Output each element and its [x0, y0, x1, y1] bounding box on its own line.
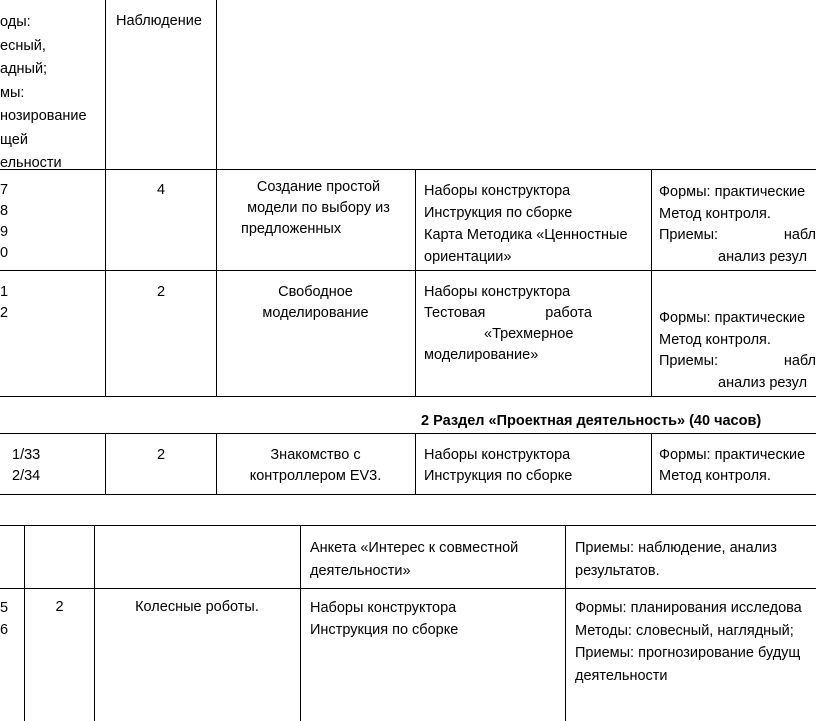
border [105, 0, 106, 170]
topic-line: Свободное [278, 284, 353, 300]
control-cell [659, 308, 816, 394]
control-line: Формы: практические [659, 310, 806, 326]
control-line: Формы: планирования исследова [575, 600, 802, 616]
methods-line: мы: [0, 84, 25, 101]
materials-word: Тестовая [424, 305, 486, 321]
border [415, 433, 416, 495]
control-word: набл [783, 227, 816, 243]
materials-line: Наборы конструктора [424, 183, 571, 199]
control-cell [575, 537, 777, 583]
topic-cell [216, 177, 415, 240]
materials-cell [424, 180, 628, 268]
materials-line: Анкета «Интерес к совместной [310, 540, 519, 556]
control-line [659, 351, 816, 373]
control-cell [659, 445, 805, 487]
border [0, 433, 816, 434]
materials-line: Наборы конструктора [424, 284, 571, 300]
control-line: анализ резул [718, 248, 808, 265]
observation-cell: Наблюдение [116, 13, 202, 29]
materials-cell [310, 597, 458, 641]
hours-cell: 2 [55, 599, 64, 615]
border [651, 169, 652, 397]
lesson-number: 6 [0, 622, 9, 638]
materials-line: ориентации» [424, 249, 512, 265]
lesson-number: 9 [0, 224, 9, 240]
materials-cell [424, 445, 572, 487]
materials-line: «Трехмерное [484, 326, 574, 342]
control-word: Приемы: [659, 353, 719, 369]
methods-line: есный, [0, 37, 46, 54]
control-line: результатов. [575, 563, 660, 579]
methods-line: оды: [0, 14, 31, 30]
control-cell [575, 597, 802, 687]
lesson-number: 8 [0, 203, 9, 219]
topic-line: моделирование [262, 305, 369, 321]
control-line: Приемы: прогнозирование будущ [575, 645, 801, 661]
control-line: Методы: словесный, наглядный; [575, 622, 794, 639]
control-line: Формы: практические [659, 184, 806, 200]
lesson-numbers [0, 282, 8, 324]
topic-line: контроллером EV3. [249, 468, 382, 484]
topic-line: модели по выбору из [247, 200, 390, 216]
lesson-number: 0 [0, 245, 9, 261]
control-line: Приемы: наблюдение, анализ [575, 540, 777, 556]
methods-line: ельности [0, 155, 62, 171]
border [0, 169, 816, 170]
topic-cell [216, 445, 415, 487]
materials-cell [310, 537, 518, 583]
materials-line: Наборы конструктора [424, 447, 571, 463]
control-word: набл [783, 353, 816, 369]
methods-line: адный; [0, 61, 48, 77]
lesson-number: 7 [0, 182, 9, 198]
control-line: Метод контроля. [659, 331, 771, 348]
materials-word: работа [545, 305, 592, 321]
materials-line: Инструкция по сборке [424, 205, 573, 221]
control-word: Приемы: [659, 227, 719, 243]
lesson-number: 1 [0, 284, 9, 300]
lesson-numbers [0, 180, 8, 264]
lesson-numbers [12, 445, 40, 487]
topic-cell [216, 282, 415, 324]
section-title: 2 Раздел «Проектная деятельность» (40 часов) [421, 413, 762, 429]
border [216, 0, 217, 170]
control-line: анализ резул [718, 374, 808, 391]
control-line [659, 225, 816, 247]
materials-cell [424, 282, 640, 366]
control-line: Метод контроля. [659, 205, 771, 222]
materials-line: Наборы конструктора [310, 600, 457, 616]
methods-line: нозирование [0, 108, 87, 124]
materials-line [424, 303, 592, 324]
control-cell [659, 182, 816, 268]
control-line: деятельности [575, 667, 668, 684]
border [0, 525, 816, 526]
border [0, 270, 816, 271]
border [415, 169, 416, 397]
lesson-number: 2/34 [12, 468, 41, 484]
control-line: Формы: практические [659, 447, 806, 463]
methods-line: щей [0, 131, 28, 148]
border [0, 396, 816, 397]
topic-line: Создание простой [256, 179, 381, 195]
topic-line: предложенных [241, 221, 342, 237]
control-line: Метод контроля. [659, 468, 771, 484]
topic-line: Знакомство с [270, 447, 361, 463]
materials-line: Инструкция по сборке [424, 468, 573, 484]
hours-cell: 4 [156, 182, 166, 198]
lesson-number: 1/33 [12, 447, 41, 463]
hours-cell: 2 [156, 447, 166, 463]
border [24, 525, 25, 721]
topic-cell: Колесные роботы. [135, 599, 259, 615]
border [651, 433, 652, 495]
materials-line: деятельности» [310, 563, 411, 579]
lesson-number: 5 [0, 600, 9, 616]
materials-line: Карта Методика «Ценностные [424, 227, 628, 243]
border [0, 588, 816, 589]
materials-line: моделирование» [424, 347, 539, 363]
border [565, 525, 566, 721]
lesson-number: 2 [0, 305, 9, 321]
hours-cell: 2 [156, 284, 166, 300]
materials-line: Инструкция по сборке [310, 622, 459, 638]
border [300, 525, 301, 721]
border [0, 494, 816, 495]
lesson-numbers [0, 597, 8, 641]
border [94, 525, 95, 721]
methods-cell [0, 11, 87, 176]
